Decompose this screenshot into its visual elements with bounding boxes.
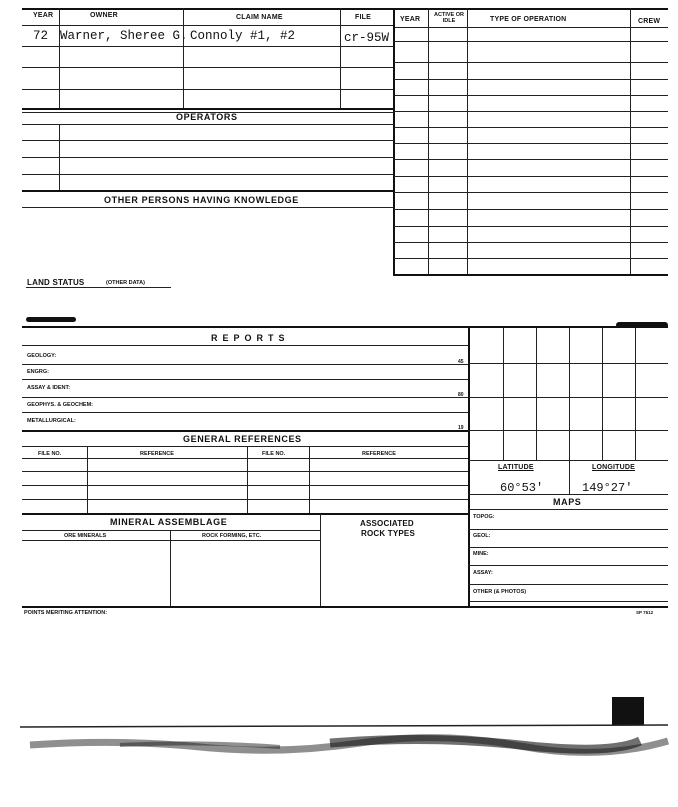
row1-owner: Warner, Sheree G. [60, 29, 188, 43]
reports-top-border [22, 326, 668, 328]
row-line [394, 159, 668, 160]
row-line [22, 499, 468, 500]
col-line [320, 513, 321, 606]
center-divider [393, 8, 395, 276]
rock-types-heading: ROCK TYPES [361, 529, 416, 538]
row1-claim-name: Connoly #1, #2 [190, 29, 296, 43]
row-line [394, 226, 668, 227]
header-type-of-operation: TYPE OF OPERATION [490, 16, 567, 23]
row-line-thick [22, 108, 394, 110]
row-line [394, 258, 668, 259]
row-line [394, 209, 668, 210]
reports-geophys: GEOPHYS. & GEOCHEM: [27, 402, 94, 408]
row-line [22, 207, 394, 208]
reports-geology: GEOLOGY: [27, 353, 57, 359]
header-crew: CREW [638, 18, 661, 25]
top-border [22, 8, 668, 10]
general-references-heading: GENERAL REFERENCES [183, 434, 302, 444]
reports-metallurgical: METALLURGICAL: [27, 418, 76, 424]
row-line [22, 364, 468, 365]
ore-minerals-heading: ORE MINERALS [64, 533, 107, 539]
row-line [394, 111, 668, 112]
reports-divider [468, 326, 470, 606]
grid-col [569, 328, 570, 460]
grid-row [468, 397, 668, 398]
reports-heading: REPORTS [211, 333, 290, 343]
mineral-assemblage-heading: MINERAL ASSEMBLAGE [110, 517, 228, 527]
col-line [170, 530, 171, 606]
grid-row [468, 363, 668, 364]
row-line [22, 89, 394, 90]
col-line [247, 446, 248, 513]
row-line [468, 547, 668, 548]
points-meriting-attention: POINTS MERITING ATTENTION: [24, 610, 108, 616]
row-line [394, 79, 668, 80]
associated-heading: ASSOCIATED [360, 519, 414, 528]
row-line [394, 95, 668, 96]
row-line [22, 530, 320, 531]
row-line [22, 46, 394, 47]
col-line [467, 8, 468, 274]
grid-row [468, 460, 668, 461]
maps-assay: ASSAY: [473, 570, 493, 576]
row-line [22, 345, 468, 346]
col-line [59, 8, 60, 108]
scan-mark-left [26, 317, 76, 322]
header-claim-name: CLAIM NAME [236, 14, 283, 21]
row-line [394, 192, 668, 193]
row-line [394, 62, 668, 63]
col-line [183, 8, 184, 108]
maps-geol: GEOL: [473, 533, 491, 539]
scan-noise-band [0, 715, 678, 785]
reports-metallurgical-number: 19 [458, 425, 464, 431]
header-file: FILE [355, 14, 371, 21]
maps-heading: MAPS [553, 497, 582, 507]
operators-heading: OPERATORS [176, 112, 238, 122]
row-line [468, 565, 668, 566]
row-line [394, 41, 668, 42]
row-line [22, 124, 394, 125]
row-line [468, 529, 668, 530]
latitude-value: 60°53' [500, 481, 544, 495]
row-line [468, 584, 668, 585]
row-line-thick [394, 274, 668, 276]
row-line [468, 601, 668, 602]
row-line [394, 127, 668, 128]
row-line [22, 157, 394, 158]
row-line [22, 446, 468, 447]
maps-other: OTHER (& PHOTOS) [473, 589, 527, 595]
row-line-thick [22, 513, 468, 515]
col-line [630, 8, 631, 274]
longitude-value: 149°27' [582, 481, 633, 495]
row-line [22, 412, 468, 413]
header-year-right: YEAR [400, 16, 421, 23]
row-line [22, 540, 320, 541]
gr-reference-2: REFERENCE [362, 451, 396, 457]
reports-engrg: ENGRG: [27, 369, 49, 375]
form-code: SP 7512 [636, 610, 654, 615]
row1-year: 72 [33, 29, 49, 43]
row-line [22, 140, 394, 141]
row-line [22, 379, 468, 380]
row-line [394, 176, 668, 177]
rock-forming-heading: ROCK FORMING, ETC. [202, 533, 262, 539]
latitude-label: LATITUDE [498, 464, 534, 471]
header-underline-left [22, 25, 394, 26]
header-owner: OWNER [90, 12, 118, 19]
lat-long-divider [569, 460, 570, 494]
row-line-thick [22, 430, 468, 432]
row-line [394, 242, 668, 243]
row-line [394, 143, 668, 144]
grid-col [503, 328, 504, 460]
maps-topog: TOPOG: [473, 514, 495, 520]
header-underline-right [394, 27, 668, 28]
reports-assay-number: 80 [458, 392, 464, 398]
header-active-idle: ACTIVE OR IDLE [434, 12, 464, 24]
grid-row [468, 430, 668, 431]
row-line [22, 67, 394, 68]
longitude-label: LONGITUDE [592, 464, 636, 471]
land-status-subheading: (OTHER DATA) [106, 280, 145, 286]
other-persons-heading: OTHER PERSONS HAVING KNOWLEDGE [104, 195, 299, 205]
col-line [59, 124, 60, 190]
grid-col [536, 328, 537, 460]
row-line [22, 471, 468, 472]
row-line [22, 485, 468, 486]
row-line [468, 509, 668, 510]
form-bottom-border [22, 606, 668, 608]
col-line [87, 446, 88, 513]
reports-geology-number: 45 [458, 359, 464, 365]
col-line [340, 8, 341, 108]
header-year: YEAR [33, 12, 54, 19]
grid-col [635, 328, 636, 460]
row-line [22, 397, 468, 398]
gr-reference-1: REFERENCE [140, 451, 174, 457]
row-line-thick [22, 190, 394, 192]
land-status-underline [26, 287, 171, 288]
maps-mine: MINE: [473, 551, 489, 557]
gr-file-no-1: FILE NO. [38, 451, 62, 457]
gr-file-no-2: FILE NO. [262, 451, 286, 457]
col-line [309, 446, 310, 513]
land-status-heading: LAND STATUS [27, 278, 85, 287]
col-line [428, 8, 429, 274]
reports-assay: ASSAY & IDENT: [27, 385, 71, 391]
row-line [22, 458, 468, 459]
row-line [22, 174, 394, 175]
row1-file: cr-95W [344, 31, 390, 45]
row-line [468, 494, 668, 495]
grid-col [602, 328, 603, 460]
